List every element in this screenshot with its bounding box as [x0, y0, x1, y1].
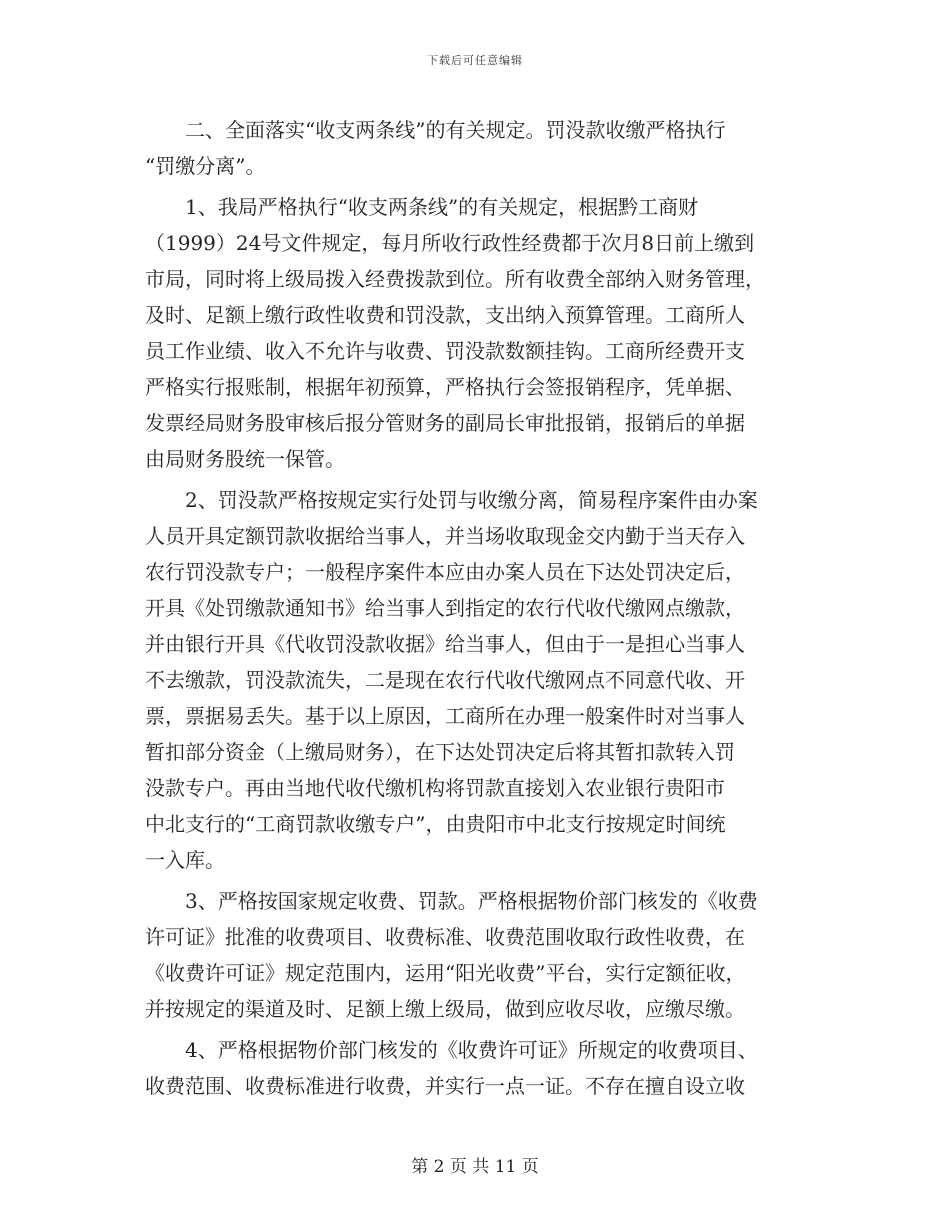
text-line: 员工作业绩、收入不允许与收费、罚没款数额挂钩。工商所经费开支: [145, 339, 745, 363]
text-line: 2、罚没款严格按规定实行处罚与收缴分离，简易程序案件由办案: [145, 488, 758, 512]
text-line: 收费范围、收费标准进行收费，并实行一点一证。不存在擅自设立收: [145, 1074, 745, 1098]
text-line: 3、严格按国家规定收费、罚款。严格根据物价部门核发的《收费: [145, 889, 758, 913]
text-line: 1、我局严格执行“收支两条线”的有关规定，根据黔工商财: [145, 195, 699, 219]
text-line: 许可证》批准的收费项目、收费标准、收费范围收取行政性收费，在: [145, 925, 745, 949]
page-footer: 第 2 页 共 11 页: [411, 1157, 539, 1177]
text-line: 4、严格根据物价部门核发的《收费许可证》所规定的收费项目、: [145, 1038, 758, 1062]
text-line: 中北支行的“工商罚款收缴专户”，由贵阳市中北支行按规定时间统: [145, 812, 726, 836]
text-line: （1999）24号文件规定，每月所收行政性经费都于次月8日前上缴到: [145, 231, 755, 255]
text-line: 严格实行报账制，根据年初预算，严格执行会签报销程序，凭单据、: [145, 375, 745, 399]
text-line: 并按规定的渠道及时、足额上缴上级局，做到应收尽收，应缴尽缴。: [145, 997, 745, 1021]
text-line: 没款专户。再由当地代收代缴机构将罚款直接划入农业银行贵阳市: [145, 776, 725, 800]
text-line: 一入库。: [145, 848, 225, 872]
text-line: 开具《处罚缴款通知书》给当事人到指定的农行代收代缴网点缴款，: [145, 596, 745, 620]
text-line: “罚缴分离”。: [145, 154, 266, 178]
text-line: 由局财务股统一保管。: [145, 447, 345, 471]
text-line: 农行罚没款专户；一般程序案件本应由办案人员在下达处罚决定后，: [145, 560, 745, 584]
text-line: 暂扣部分资金（上缴局财务），在下达处罚决定后将其暂扣款转入罚: [145, 740, 735, 764]
text-line: 《收费许可证》规定范围内，运用“阳光收费”平台，实行定额征收，: [145, 961, 746, 985]
document-body: [145, 112, 815, 1104]
text-line: 人员开具定额罚款收据给当事人，并当场收取现金交内勤于当天存入: [145, 524, 745, 548]
text-line: 票，票据易丢失。基于以上原因，工商所在办理一般案件时对当事人: [145, 704, 745, 728]
page-header: 下载后可任意编辑: [427, 54, 523, 67]
text-line: 及时、足额上缴行政性收费和罚没款，支出纳入预算管理。工商所人: [145, 303, 745, 327]
text-line: 二、全面落实“收支两条线”的有关规定。罚没款收缴严格执行: [145, 118, 726, 142]
text-line: 并由银行开具《代收罚没款收据》给当事人，但由于一是担心当事人: [145, 632, 745, 656]
text-line: 发票经局财务股审核后报分管财务的副局长审批报销，报销后的单据: [145, 411, 745, 435]
text-line: 不去缴款，罚没款流失，二是现在农行代收代缴网点不同意代收、开: [145, 668, 745, 692]
text-line: 市局，同时将上级局拨入经费拨款到位。所有收费全部纳入财务管理，: [145, 267, 765, 291]
